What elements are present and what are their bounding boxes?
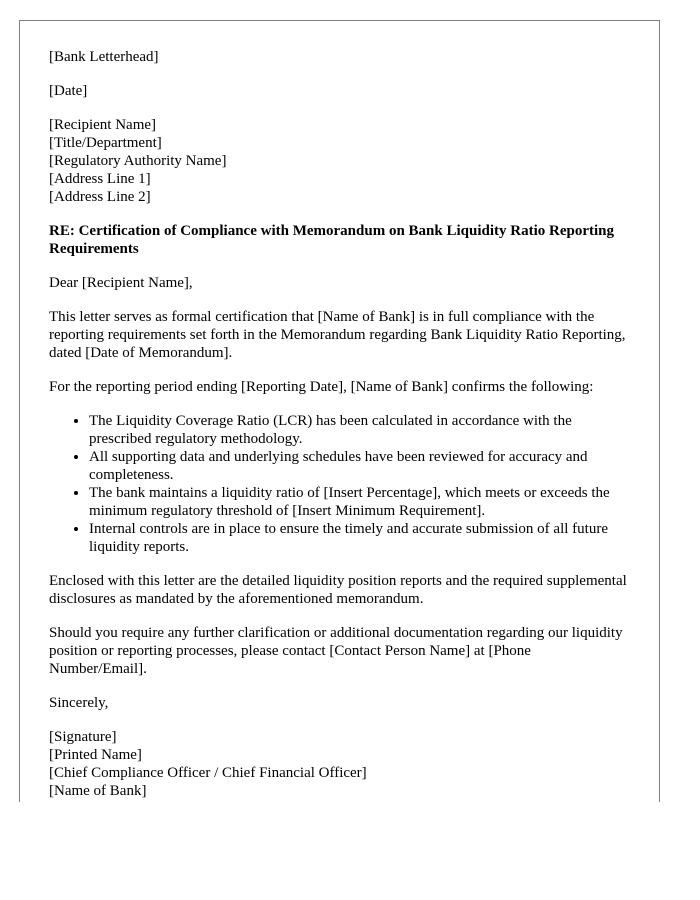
body-paragraph-1: This letter serves as formal certification that [Name of Bank] is in full compliance with the reporting requirements set forth in the Memorandum regarding Bank Liquidity Ratio Reporting, dated [Date of Memorandum]. xyxy=(49,309,626,361)
list-item: • All supporting data and underlying schedules have been reviewed for accuracy and completeness. xyxy=(89,448,630,484)
signature-placeholder: [Signature] xyxy=(49,729,117,745)
recipient-name: [Recipient Name] xyxy=(49,117,157,133)
confirmation-list xyxy=(49,412,630,556)
recipient-address-line-2: [Address Line 2] xyxy=(49,189,151,205)
recipient-address-block xyxy=(49,116,630,206)
salutation: Dear [Recipient Name], xyxy=(49,275,193,291)
subject-line: RE: Certification of Compliance with Memorandum on Bank Liquidity Ratio Reporting Requirements xyxy=(49,223,615,257)
list-item: • Internal controls are in place to ensure the timely and accurate submission of all future liquidity reports. xyxy=(89,520,630,556)
letter-date: [Date] xyxy=(49,83,88,99)
list-item: • The bank maintains a liquidity ratio of [Insert Percentage], which meets or exceeds the minimum regulatory threshold of [Insert Minimum Requirement]. xyxy=(89,484,630,520)
signer-position: [Chief Compliance Officer / Chief Financial Officer] xyxy=(49,765,367,781)
body-paragraph-4: Should you require any further clarification or additional documentation regarding our liquidity position or reporting processes, please contact [Contact Person Name] at [Phone Number/Email]. xyxy=(49,625,623,677)
recipient-authority: [Regulatory Authority Name] xyxy=(49,153,227,169)
recipient-address-line-1: [Address Line 1] xyxy=(49,171,151,187)
printed-name: [Printed Name] xyxy=(49,747,142,763)
letter-page xyxy=(19,20,660,802)
body-paragraph-2: For the reporting period ending [Reporting Date], [Name of Bank] confirms the following: xyxy=(49,379,594,395)
closing: Sincerely, xyxy=(49,695,109,711)
recipient-title: [Title/Department] xyxy=(49,135,162,151)
body-paragraph-3: Enclosed with this letter are the detailed liquidity position reports and the required supplemental disclosures as mandated by the aforementioned memorandum. xyxy=(49,573,627,607)
letterhead: [Bank Letterhead] xyxy=(49,49,159,65)
signature-block xyxy=(49,728,630,800)
list-item: • The Liquidity Coverage Ratio (LCR) has been calculated in accordance with the prescribed regulatory methodology. xyxy=(89,412,630,448)
signer-bank-name: [Name of Bank] xyxy=(49,783,147,799)
